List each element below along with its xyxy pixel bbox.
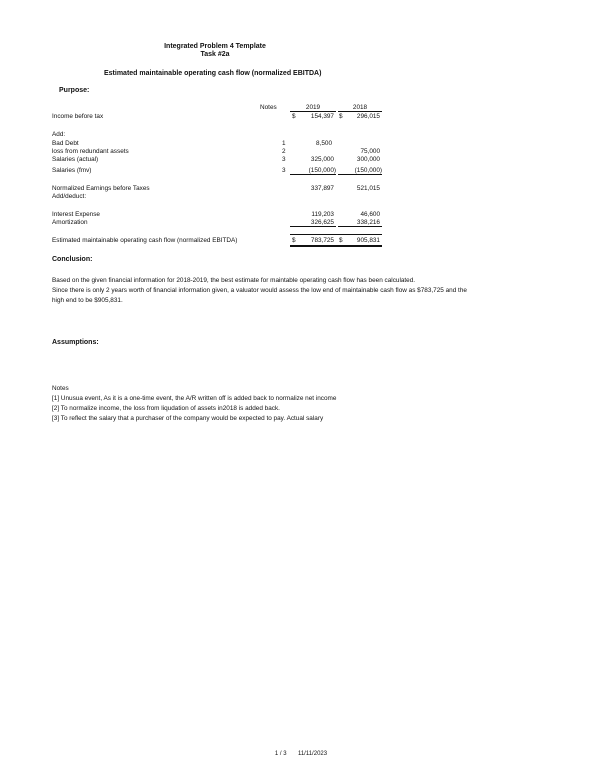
income-before-tax-label: Income before tax — [52, 113, 104, 120]
print-date: 11/11/2023 — [297, 751, 328, 757]
salaries-fmv-note: 3 — [282, 167, 286, 174]
page-number: 1 / 3 — [274, 751, 287, 757]
page-footer — [0, 751, 602, 757]
loss-assets-2018: 75,000 — [360, 148, 380, 155]
note-1: [1] Unusua event, As it is a one-time event, the A/R written off is added back to normalize net income — [52, 395, 337, 402]
total-double-underline — [290, 245, 382, 247]
ebitda-2018: 905,831 — [356, 237, 380, 244]
bad-debt-label: Bad Debt — [52, 140, 79, 147]
currency-symbol: $ — [292, 237, 296, 244]
note-2: [2] To normalize income, the loss from liqudation of assets in2018 is added back. — [52, 405, 280, 412]
conclusion-label: Conclusion: — [52, 256, 93, 263]
bad-debt-2019: 8,500 — [316, 140, 332, 147]
interest-expense-2018: 46,600 — [360, 211, 380, 218]
salaries-actual-note: 3 — [282, 156, 286, 163]
ebitda-2019: 783,725 — [310, 237, 334, 244]
currency-symbol: $ — [339, 237, 343, 244]
salaries-actual-2019: 325,000 — [310, 156, 334, 163]
loss-assets-note: 2 — [282, 148, 286, 155]
add-deduct-label: Add/deduct: — [52, 193, 87, 200]
col-header-2019: 2019 — [290, 104, 336, 112]
normalized-earnings-label: Normalized Earnings before Taxes — [52, 185, 150, 192]
assumptions-label: Assumptions: — [52, 339, 99, 346]
notes-label: Notes — [52, 385, 69, 392]
amortization-label: Amortization — [52, 219, 88, 226]
normalized-earnings-2019: 337,897 — [310, 185, 334, 192]
total-overline — [290, 234, 382, 235]
note-3: [3] To reflect the salary that a purchaser of the company would be expected to pay. Actual salary — [52, 415, 324, 422]
bad-debt-note: 1 — [282, 140, 286, 147]
amortization-2018: 338,216 — [338, 219, 382, 227]
normalized-earnings-2018: 521,015 — [356, 185, 380, 192]
salaries-fmv-label: Salaries (fmv) — [52, 167, 92, 174]
add-label: Add: — [52, 131, 66, 138]
amortization-2019: 326,625 — [290, 219, 336, 227]
col-header-2018: 2018 — [338, 104, 382, 112]
interest-expense-label: Interest Expense — [52, 211, 100, 218]
task-label: Task #2a — [200, 51, 230, 58]
income-before-tax-2018: 296,015 — [356, 113, 380, 120]
salaries-actual-label: Salaries (actual) — [52, 156, 99, 163]
currency-symbol: $ — [292, 113, 296, 120]
income-before-tax-2019: 154,397 — [310, 113, 334, 120]
salaries-actual-2018: 300,000 — [356, 156, 380, 163]
loss-assets-label: loss from redundant assets — [52, 148, 129, 155]
document-title: Integrated Problem 4 Template — [164, 43, 266, 50]
purpose-label: Purpose: — [59, 87, 90, 94]
conclusion-line-1: Based on the given financial information for 2018-2019, the best estimate for maintable operating cash flow has been calculated. — [52, 277, 416, 284]
salaries-fmv-2019: (150,000) — [290, 167, 336, 175]
salaries-fmv-2018: (150,000) — [338, 167, 382, 175]
section-subtitle: Estimated maintainable operating cash flow (normalized EBITDA) — [104, 70, 322, 77]
interest-expense-2019: 119,203 — [311, 211, 334, 218]
col-header-notes: Notes — [260, 104, 277, 111]
currency-symbol: $ — [339, 113, 343, 120]
ebitda-label: Estimated maintainable operating cash flow (normalized EBITDA) — [52, 237, 238, 244]
conclusion-line-2: Since there is only 2 years worth of financial information given, a valuator would assess the low end of maintainable cash flow as $783,725 and the high end to be $905,831. — [52, 287, 467, 304]
